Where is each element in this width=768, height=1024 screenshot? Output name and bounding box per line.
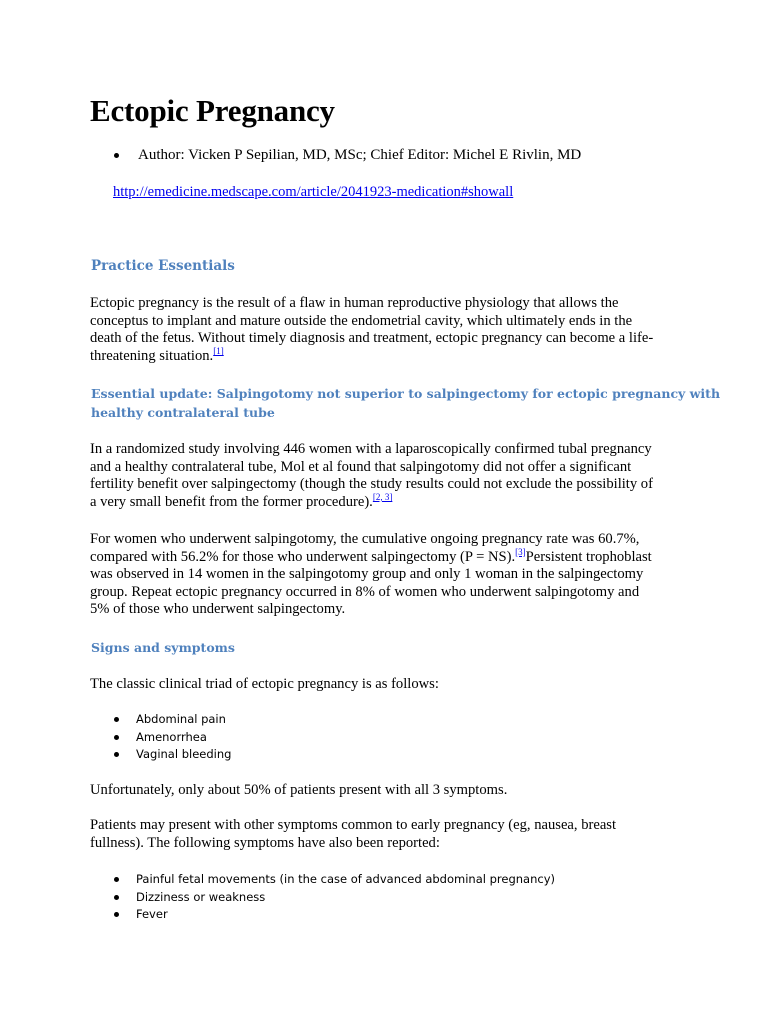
text-segment: threatening situation.: [90, 347, 214, 364]
reference-link[interactable]: [2, 3]: [372, 491, 393, 502]
text-segment: Persistent trophoblast: [525, 548, 652, 565]
text-line: group. Repeat ectopic pregnancy occurred in 8% of women who underwent salpingotomy and: [90, 583, 640, 600]
symptoms-note: [90, 782, 690, 800]
text-segment: compared with 56.2% for those who underwent salpingectomy (P = NS).: [90, 548, 516, 565]
bullet-icon: [114, 735, 119, 740]
signs-symptoms-heading: Signs and symptoms: [91, 640, 235, 655]
text-line: death of the fetus. Without timely diagnosis and treatment, ectopic pregnancy can become a life-: [90, 330, 654, 347]
heading-line: healthy contralateral tube: [91, 405, 275, 420]
text-line: Patients may present with other symptoms common to early pregnancy (eg, nausea, breast: [90, 817, 617, 833]
text-line: and a healthy contralateral tube, Mol et al found that salpingotomy did not offer a significant: [90, 458, 632, 475]
bullet-icon: [114, 717, 119, 722]
text-line: For women who underwent salpingotomy, the cumulative ongoing pregnancy rate was 60.7%,: [90, 531, 640, 547]
other-symptoms-intro: [90, 817, 690, 852]
bullet-icon: [114, 895, 119, 900]
essential-update-heading: [91, 384, 721, 422]
text-line: fullness). The following symptoms have also been reported:: [90, 834, 440, 851]
author-text: Author: Vicken P Sepilian, MD, MSc; Chief Editor: Michel E Rivlin, MD: [138, 147, 582, 163]
text-line: 5% of those who underwent salpingectomy.: [90, 601, 346, 618]
article-link[interactable]: http://emedicine.medscape.com/article/2041923-medication#showall: [113, 184, 514, 200]
bullet-icon: [114, 912, 119, 917]
list-item-text: Abdominal pain: [136, 712, 226, 726]
text-segment: a very small benefit from the former procedure).: [90, 493, 373, 510]
bullet-icon: [114, 877, 119, 882]
list-item-text: Vaginal bleeding: [136, 747, 232, 761]
heading-line: Essential update: Salpingotomy not superior to salpingectomy for ectopic pregnancy with: [91, 386, 721, 401]
text-line: was observed in 14 women in the salpingotomy group and only 1 woman in the salpingectomy: [90, 566, 644, 583]
bullet-icon: [114, 153, 119, 158]
study-paragraph: [90, 441, 690, 511]
outcomes-paragraph: [90, 531, 690, 619]
reference-link[interactable]: [3]: [515, 546, 526, 557]
text-line: conceptus to implant and mature outside the endometrial cavity, which ultimately ends in the: [90, 312, 633, 329]
text-line: [90, 546, 690, 567]
text-line: The classic clinical triad of ectopic pregnancy is as follows:: [90, 676, 439, 692]
list-item-text: Painful fetal movements (in the case of advanced abdominal pregnancy): [136, 872, 555, 886]
text-line: [90, 345, 690, 366]
text-line: [90, 491, 690, 512]
text-line: In a randomized study involving 446 women with a laparoscopically confirmed tubal pregnancy: [90, 441, 652, 457]
list-item-text: Amenorrhea: [136, 729, 207, 744]
bullet-icon: [114, 752, 119, 757]
text-line: Ectopic pregnancy is the result of a flaw in human reproductive physiology that allows the: [90, 295, 619, 311]
text-line: fertility benefit over salpingectomy (though the study results could not exclude the possibility of: [90, 476, 653, 493]
practice-essentials-paragraph: [90, 295, 690, 365]
reference-link[interactable]: [1]: [213, 345, 224, 356]
practice-essentials-heading: Practice Essentials: [91, 258, 235, 274]
list-item-text: Fever: [136, 907, 168, 921]
triad-intro: [90, 676, 690, 694]
list-item-text: Dizziness or weakness: [136, 889, 266, 904]
text-line: Unfortunately, only about 50% of patients present with all 3 symptoms.: [90, 782, 508, 798]
page-title: Ectopic Pregnancy: [90, 93, 335, 128]
